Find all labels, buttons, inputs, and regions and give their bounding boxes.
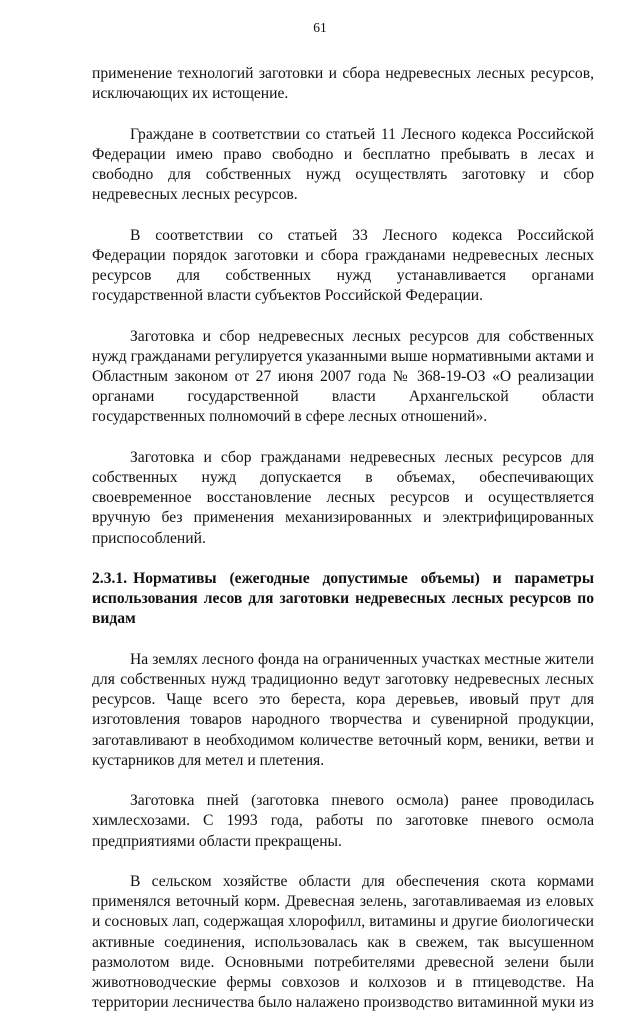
paragraph: В соответствии со статьей 33 Лесного кодекса Российской Федерации порядок заготовки и сбора гражданами недревесных лесных ресурсов для собственных нужд устанавливается органами государственной власти субъектов Российской Федерации.: [92, 226, 594, 305]
paragraph: Заготовка пней (заготовка пневого осмола) ранее проводилась химлесхозами. С 1993 года, работы по заготовке пневого осмола предприятиями области прекращены.: [92, 792, 594, 850]
page-number: 61: [313, 20, 327, 35]
paragraph-continuation: применение технологий заготовки и сбора недревесных лесных ресурсов, исключающих их истощение.: [92, 65, 594, 103]
paragraph: Заготовка и сбор недревесных лесных ресурсов для собственных нужд гражданами регулируется указанными выше нормативными актами и Областным законом от 27 июня 2007 года № 368-19-ОЗ «О реализации органами государственной власти Архангельской области государственных полномочий в сфере лесных отношений».: [92, 327, 594, 426]
paragraph: В сельском хозяйстве области для обеспечения скота кормами применялся веточный корм. Древесная зелень, заготавливаемая из еловых и сосновых лап, содержащая хлорофилл, витамины и другие биологически активные соединения, использовалась как в свежем, так высушенном размолотом виде. Основными потребителями древесной зелени были животноводческие фермы совхозов и колхозов и в птицеводстве. На территории лесничества было налажено производство витаминной муки из: [92, 873, 594, 1012]
page-body: [92, 64, 594, 1013]
section-number: 2.3.1.: [92, 570, 128, 587]
section-title: Нормативы (ежегодные допустимые объемы) и параметры использования лесов для заготовки недревесных лесных ресурсов по видам: [92, 570, 594, 628]
paragraph: На землях лесного фонда на ограниченных участках местные жители для собственных нужд традиционно ведут заготовку недревесных лесных ресурсов. Чаще всего это береста, кора деревьев, ивовый прут для изготовления товаров народного творчества и сувенирной продукции, заготавливают в необходимом количестве веточный корм, веники, ветви и кустарников для метел и плетения.: [92, 650, 594, 769]
paragraph: Граждане в соответствии со статьей 11 Лесного кодекса Российской Федерации имею право свободно и бесплатно пребывать в лесах и свободно для собственных нужд осуществлять заготовку и сбор недревесных лесных ресурсов.: [92, 125, 594, 204]
paragraph: Заготовка и сбор гражданами недревесных лесных ресурсов для собственных нужд допускается в объемах, обеспечивающих своевременное восстановление лесных ресурсов и осуществляется вручную без применения механизированных и электрифицированных приспособлений.: [92, 448, 594, 547]
section-heading: [92, 569, 594, 630]
